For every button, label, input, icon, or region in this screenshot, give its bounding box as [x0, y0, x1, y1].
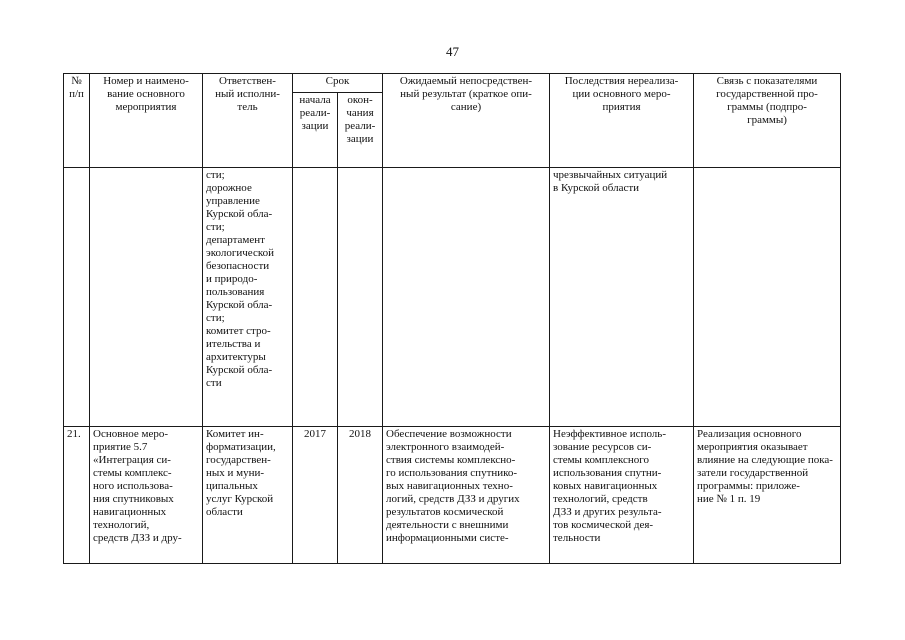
cell-num: 21.	[64, 427, 90, 564]
header-name: Номер и наимено- вание основного мероприятия	[90, 74, 203, 168]
cell-result: Обеспечение возможности электронного взаимодей- ствия системы комплексно- го использования спутнико- вых навигационных техно- логий, средств ДЗЗ и других результатов космической деятельности с внешними информационными систе-	[383, 427, 550, 564]
cell-start	[293, 168, 338, 427]
cell-name: Основное меро- приятие 5.7 «Интеграция си- стемы комплекс- ного использова- ния спутниковых навигационных технологий, средств ДЗЗ и дру-	[90, 427, 203, 564]
header-num: № п/п	[64, 74, 90, 168]
cell-start: 2017	[293, 427, 338, 564]
header-row-top	[64, 74, 841, 93]
header-term: Срок	[293, 74, 383, 93]
header-term-end: окон- чания реали- зации	[338, 93, 383, 168]
cell-result	[383, 168, 550, 427]
header-link: Связь с показателями государственной про- граммы (подпро- граммы)	[694, 74, 841, 168]
cell-consequences: Неэффективное исполь- зование ресурсов си- стемы комплексного использования спутни- ковых навигационных технологий, средств ДЗЗ и других результа- тов космической дея- тельности	[550, 427, 694, 564]
cell-executor: сти; дорожное управление Курской обла- сти; департамент экологической безопасности и природо- пользования Курской обла- сти; комитет стро- ительства и архитектуры Курской обла- сти	[203, 168, 293, 427]
cell-consequences: чрезвычайных ситуаций в Курской области	[550, 168, 694, 427]
activities-table	[63, 73, 841, 564]
cell-executor: Комитет ин- форматизации, государствен- ных и муни- ципальных услуг Курской области	[203, 427, 293, 564]
cell-name	[90, 168, 203, 427]
page-number: 47	[446, 44, 459, 59]
table-row	[64, 427, 841, 564]
header-result: Ожидаемый непосредствен- ный результат (краткое опи- сание)	[383, 74, 550, 168]
cell-link	[694, 168, 841, 427]
table-row	[64, 168, 841, 427]
cell-link: Реализация основного мероприятия оказывает влияние на следующие пока- затели государственной программы: приложе- ние № 1 п. 19	[694, 427, 841, 564]
cell-end	[338, 168, 383, 427]
cell-num	[64, 168, 90, 427]
header-consequences: Последствия нереализа- ции основного меро- приятия	[550, 74, 694, 168]
cell-end: 2018	[338, 427, 383, 564]
header-term-start: начала реали- зации	[293, 93, 338, 168]
header-executor: Ответствен- ный исполни- тель	[203, 74, 293, 168]
